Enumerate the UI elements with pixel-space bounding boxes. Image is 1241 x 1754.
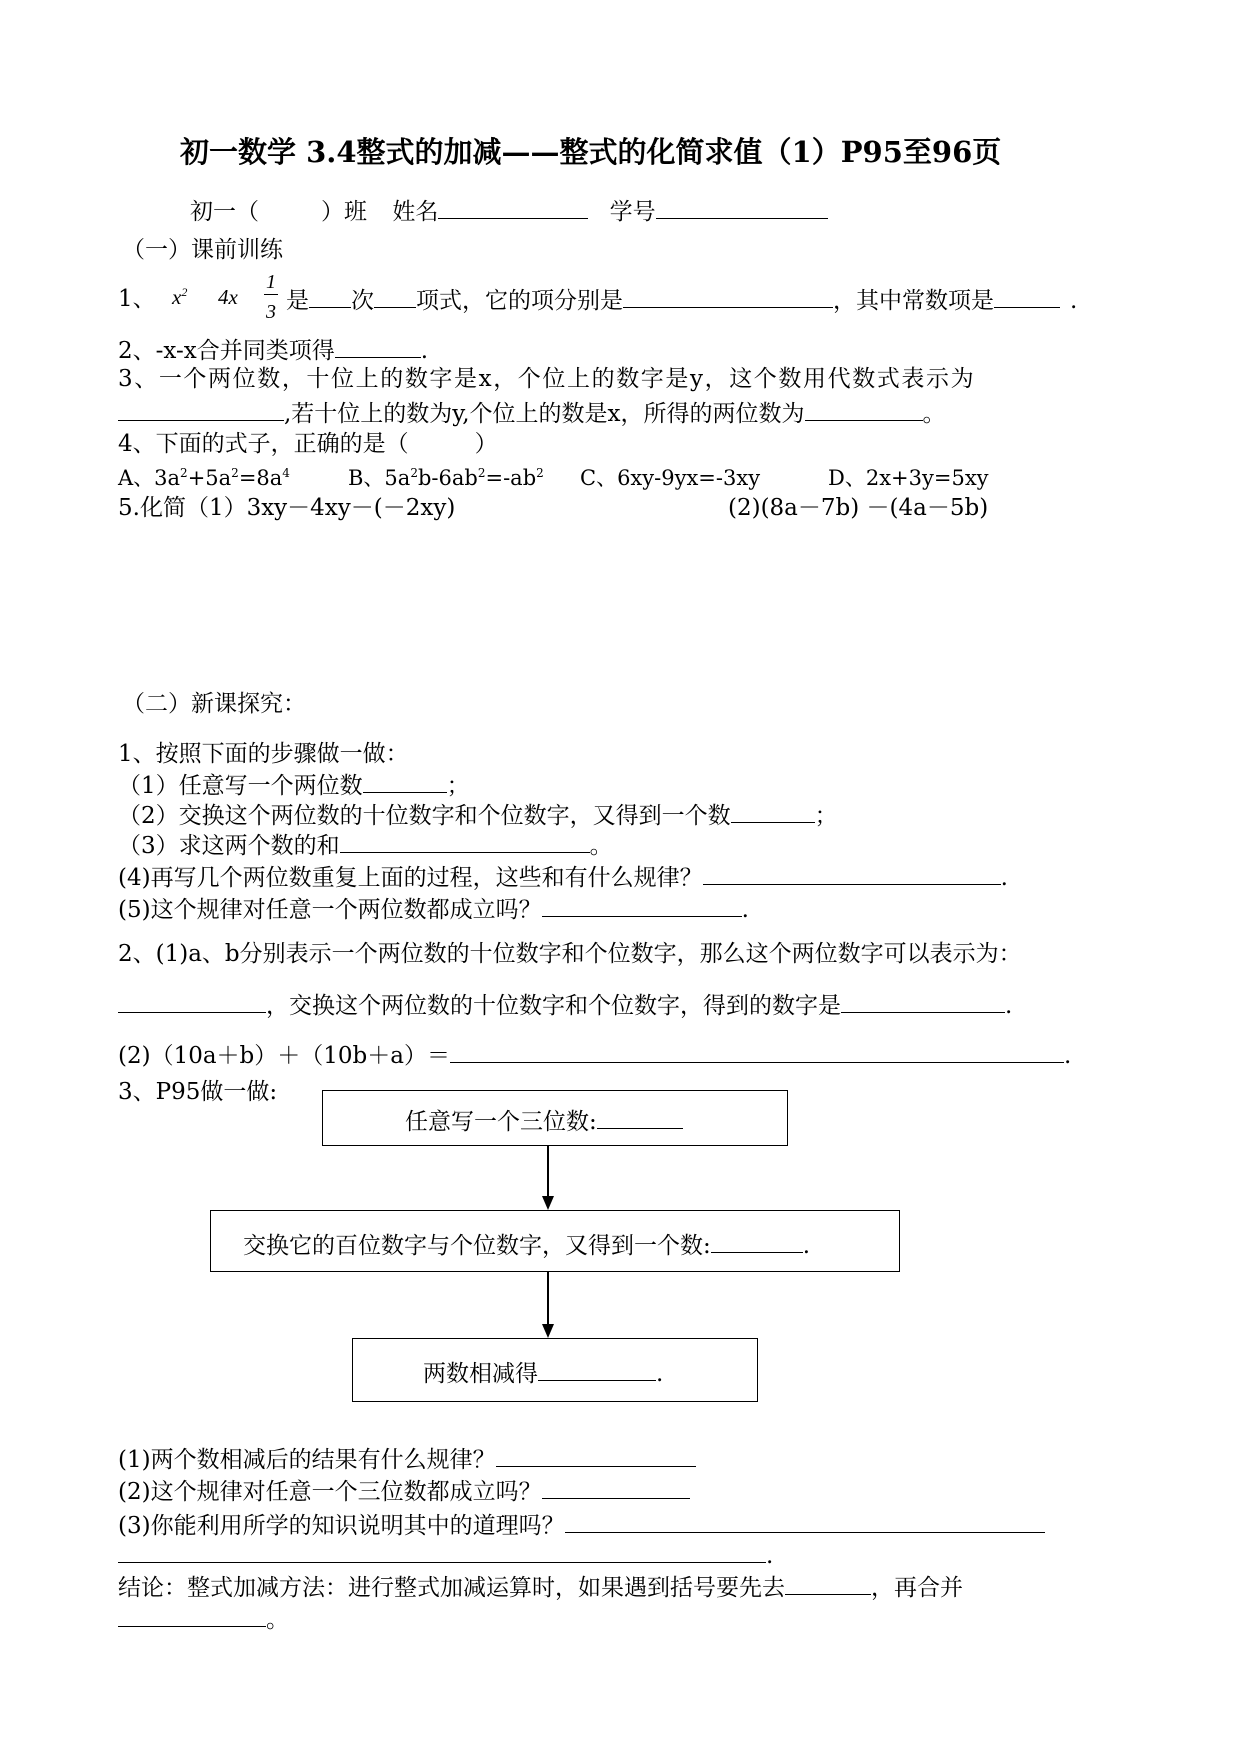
step-5: (5)这个规律对任意一个两位数都成立吗？ . (118, 894, 749, 924)
q2-expr-blank[interactable] (118, 990, 266, 1013)
question-2: 2、-x-x合并同类项得 . (118, 335, 428, 365)
step-2-blank[interactable] (731, 800, 815, 823)
s2-question-2-part2: (2)（10a＋b）＋（10b＋a）＝ . (118, 1040, 1071, 1070)
flow-arrowhead-2 (542, 1324, 554, 1338)
q3-part-1-blank[interactable] (496, 1444, 696, 1467)
degree-blank[interactable] (309, 285, 351, 308)
flow-arrow-2 (547, 1272, 549, 1326)
q3-part-3-blank-2[interactable] (118, 1540, 766, 1563)
question-1: 1、 (118, 286, 156, 312)
section-1-heading: （一）课前训练 (122, 237, 283, 263)
q2-blank[interactable] (335, 335, 421, 358)
conclusion-blank-2[interactable] (118, 1604, 266, 1627)
terms-list-blank[interactable] (623, 285, 833, 308)
student-info: 初一（ ）班 姓名 学号 (190, 196, 828, 226)
q3-part-1: (1)两个数相减后的结果有什么规律？ (118, 1444, 696, 1474)
frac-numerator: 1 (266, 271, 276, 293)
question-1-text: 是 次 项式，它的项分别是 ，其中常数项是 . (286, 285, 1077, 315)
flow-1-blank[interactable] (597, 1106, 683, 1129)
step-1-blank[interactable] (363, 770, 447, 793)
section-2-heading: （二）新课探究： (122, 691, 306, 717)
page-title: 初一数学 3.4整式的加减——整式的化简求值（1）P95至96页 (180, 135, 1002, 169)
q2-sum-blank[interactable] (450, 1040, 1064, 1063)
q3-part-3-blank[interactable] (565, 1510, 1045, 1533)
s2-question-2-line1: 2、(1)a、b分别表示一个两位数的十位数字和个位数字，那么这个两位数字可以表示为： (118, 941, 1022, 967)
conclusion-blank-1[interactable] (785, 1572, 871, 1595)
q3-part-3: (3)你能利用所学的知识说明其中的道理吗？ (118, 1510, 1045, 1540)
conclusion: 结论：整式加减方法：进行整式加减运算时，如果遇到括号要先去 ，再合并 (118, 1572, 963, 1602)
s2-question-1: 1、按照下面的步骤做一做： (118, 741, 409, 767)
step-3: （3）求这两个数的和 。 (118, 830, 613, 860)
q3-part-2-blank[interactable] (542, 1476, 690, 1499)
s2-question-3: 3、P95做一做: (118, 1079, 278, 1105)
flow-box-1: 任意写一个三位数: (322, 1090, 788, 1146)
option-c[interactable]: C、6xy-9yx=-3xy (580, 466, 761, 490)
option-b[interactable]: B、$5a^2b-6ab^2=-ab^2$ (348, 466, 544, 490)
step-1: （1）任意写一个两位数 ； (118, 770, 470, 800)
q2-swap-blank[interactable] (841, 990, 1005, 1013)
question-3-line1: 3、一个两位数，十位上的数字是x，个位上的数字是y，这个数用代数式表示为 (118, 366, 976, 392)
option-a[interactable]: A、$3a^2+5a^2=8a^4$ (118, 466, 290, 490)
term-4x: 4x (218, 285, 238, 309)
flow-arrowhead-1 (542, 1196, 554, 1210)
step-3-blank[interactable] (340, 830, 590, 853)
step-4-blank[interactable] (703, 862, 1001, 885)
terms-blank[interactable] (374, 285, 416, 308)
fraction-bar (264, 294, 278, 295)
question-4: 4、下面的式子，正确的是（ ） (118, 431, 498, 457)
step-5-blank[interactable] (542, 894, 742, 917)
constant-blank[interactable] (994, 285, 1060, 308)
option-d[interactable]: D、2x+3y=5xy (828, 466, 989, 490)
term-x2: $x^2$ (172, 285, 188, 309)
question-5-part2: (2)(8a－7b) －(4a－5b) (728, 495, 989, 521)
flow-2-blank[interactable] (711, 1230, 803, 1253)
q3-part-2: (2)这个规律对任意一个三位数都成立吗？ (118, 1476, 690, 1506)
q3-blank-1[interactable] (118, 398, 284, 421)
flow-box-2: 交换它的百位数字与个位数字，又得到一个数: . (210, 1210, 900, 1272)
frac-denominator: 3 (266, 301, 276, 323)
name-blank[interactable] (438, 196, 588, 219)
q3-blank-2[interactable] (805, 398, 923, 421)
s2-question-2-line2: ，交换这个两位数的十位数字和个位数字，得到的数字是 . (118, 990, 1012, 1020)
step-2: （2）交换这个两位数的十位数字和个位数字，又得到一个数 ； (118, 800, 838, 830)
conclusion-line2: 。 (118, 1604, 289, 1634)
id-blank[interactable] (656, 196, 828, 219)
flow-box-3: 两数相减得 . (352, 1338, 758, 1402)
question-5-part1: 5.化简（1）3xy－4xy－(－2xy) (118, 495, 456, 521)
step-4: (4)再写几个两位数重复上面的过程，这些和有什么规律？ . (118, 862, 1008, 892)
q3-part-3-line2: . (118, 1540, 773, 1570)
question-3-line2: ,若十位上的数为y,个位上的数是x，所得的两位数为 。 (118, 398, 946, 428)
flow-arrow-1 (547, 1146, 549, 1198)
flow-3-blank[interactable] (538, 1358, 656, 1381)
